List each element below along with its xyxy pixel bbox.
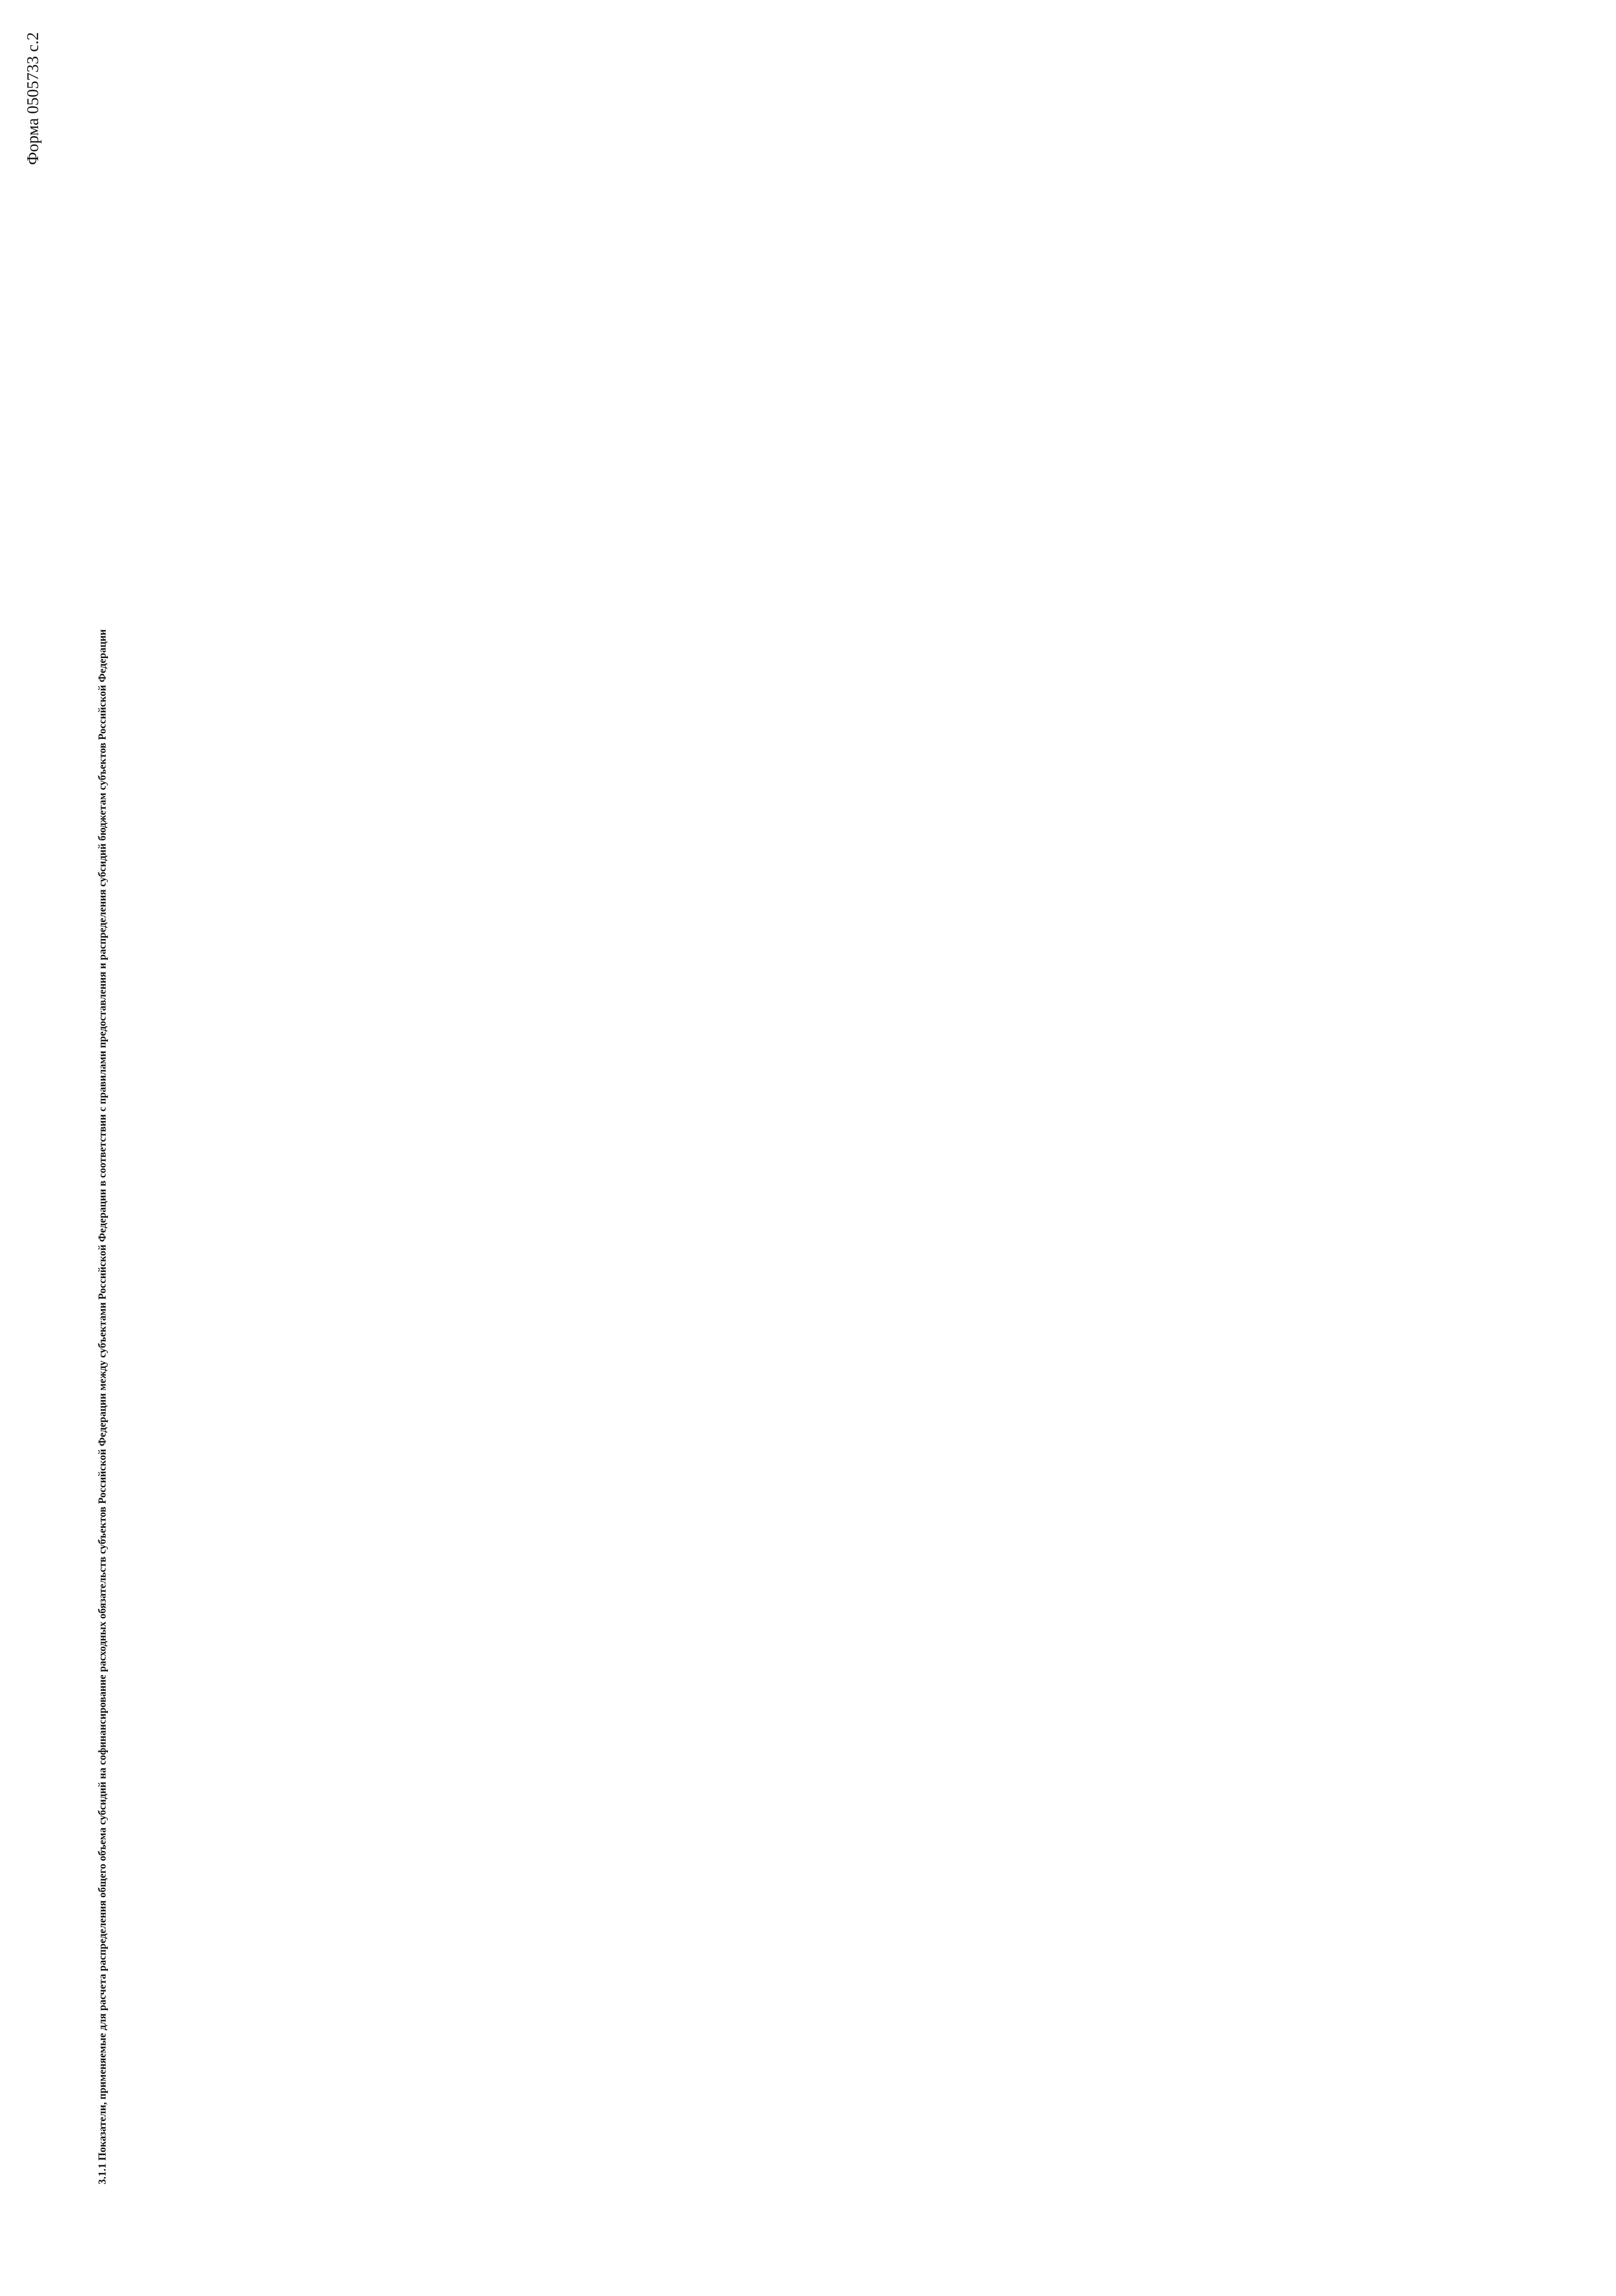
form-code: Форма 0505733 с.2 — [23, 32, 42, 165]
main-heading: 3.1.1 Показатели, применяемые для расчета распределения общего объема субсидий на софинансирование расходных обязательств субъектов Российской Федерации между субъектами Российской Федерации в соответствии с правилами предоставления и распределения субсидий бюджетам субъектов Российской Федерации — [96, 629, 108, 2184]
